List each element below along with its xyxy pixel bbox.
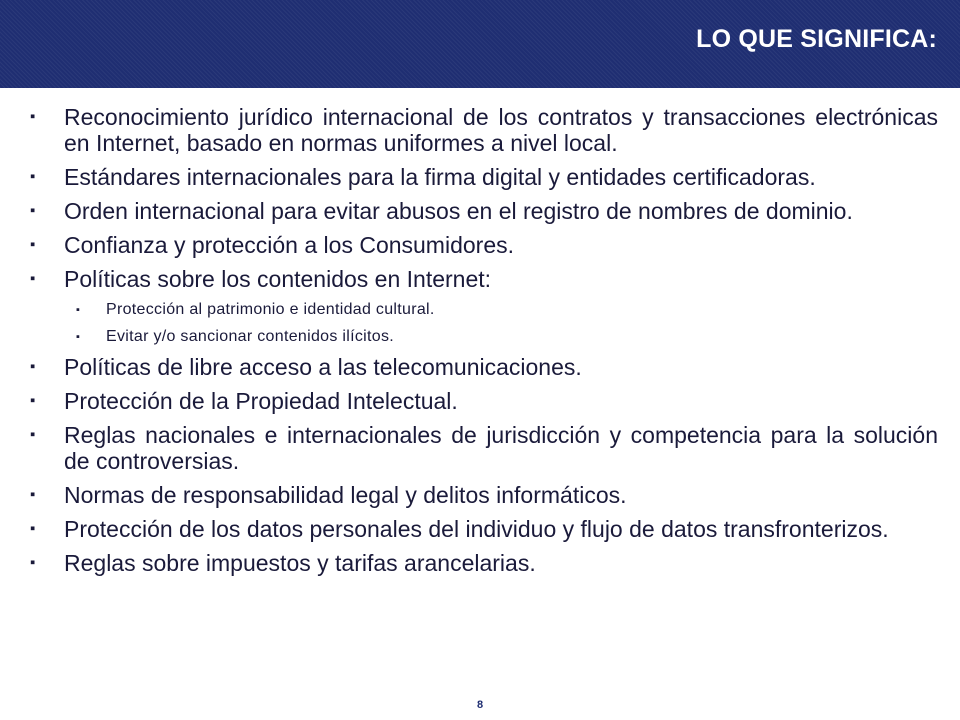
sub-list-item-text: Evitar y/o sancionar contenidos ilícitos. bbox=[106, 328, 394, 345]
list-item-text: Protección de los datos personales del individuo y flujo de datos transfronterizos. bbox=[64, 516, 889, 542]
list-item bbox=[30, 354, 938, 380]
list-item-text: Protección de la Propiedad Intelectual. bbox=[64, 388, 458, 414]
list-item-text: Estándares internacionales para la firma digital y entidades certificadoras. bbox=[64, 164, 816, 190]
header-banner bbox=[0, 0, 960, 88]
list-item-text: Normas de responsabilidad legal y delitos informáticos. bbox=[64, 482, 627, 508]
list-item bbox=[30, 422, 938, 474]
sub-list-item bbox=[30, 300, 938, 320]
list-item-text: Orden internacional para evitar abusos en el registro de nombres de dominio. bbox=[64, 198, 853, 224]
page-number: 8 bbox=[476, 699, 484, 711]
list-item bbox=[30, 266, 938, 292]
square-bullet-icon: ▪ bbox=[30, 236, 36, 253]
list-item-text: Reglas sobre impuestos y tarifas arancelarias. bbox=[64, 550, 536, 576]
square-bullet-icon: ▪ bbox=[30, 486, 36, 503]
list-item-text: Confianza y protección a los Consumidores. bbox=[64, 232, 515, 258]
sub-list-item bbox=[30, 327, 938, 347]
list-item bbox=[30, 516, 938, 542]
bullet-list bbox=[30, 104, 938, 584]
list-item-text: Políticas sobre los contenidos en Internet: bbox=[64, 266, 492, 292]
square-bullet-icon: ▪ bbox=[30, 108, 36, 125]
list-item bbox=[30, 388, 938, 414]
list-item bbox=[30, 198, 938, 224]
list-item-text: Reconocimiento jurídico internacional de los contratos y transacciones electrónicas en Internet, basado en normas uniformes a nivel local. bbox=[64, 104, 938, 156]
list-item-text: Políticas de libre acceso a las telecomunicaciones. bbox=[64, 354, 582, 380]
square-bullet-icon: ▪ bbox=[30, 168, 36, 185]
square-bullet-icon: ▪ bbox=[30, 392, 36, 409]
list-item bbox=[30, 104, 938, 156]
square-bullet-icon: ▪ bbox=[30, 202, 36, 219]
sub-list-item-text: Protección al patrimonio e identidad cultural. bbox=[106, 301, 435, 318]
square-bullet-icon: ▪ bbox=[30, 520, 36, 537]
square-bullet-icon: ▪ bbox=[30, 270, 36, 287]
square-bullet-icon: ▪ bbox=[76, 331, 80, 343]
list-item bbox=[30, 482, 938, 508]
square-bullet-icon: ▪ bbox=[30, 358, 36, 375]
square-bullet-icon: ▪ bbox=[30, 426, 36, 443]
list-item bbox=[30, 232, 938, 258]
square-bullet-icon: ▪ bbox=[76, 304, 80, 316]
slide-title: LO QUE SIGNIFICA: bbox=[696, 25, 937, 53]
square-bullet-icon: ▪ bbox=[30, 554, 36, 571]
list-item-text: Reglas nacionales e internacionales de jurisdicción y competencia para la solución de controversias. bbox=[64, 422, 938, 474]
list-item bbox=[30, 164, 938, 190]
list-item bbox=[30, 550, 938, 576]
